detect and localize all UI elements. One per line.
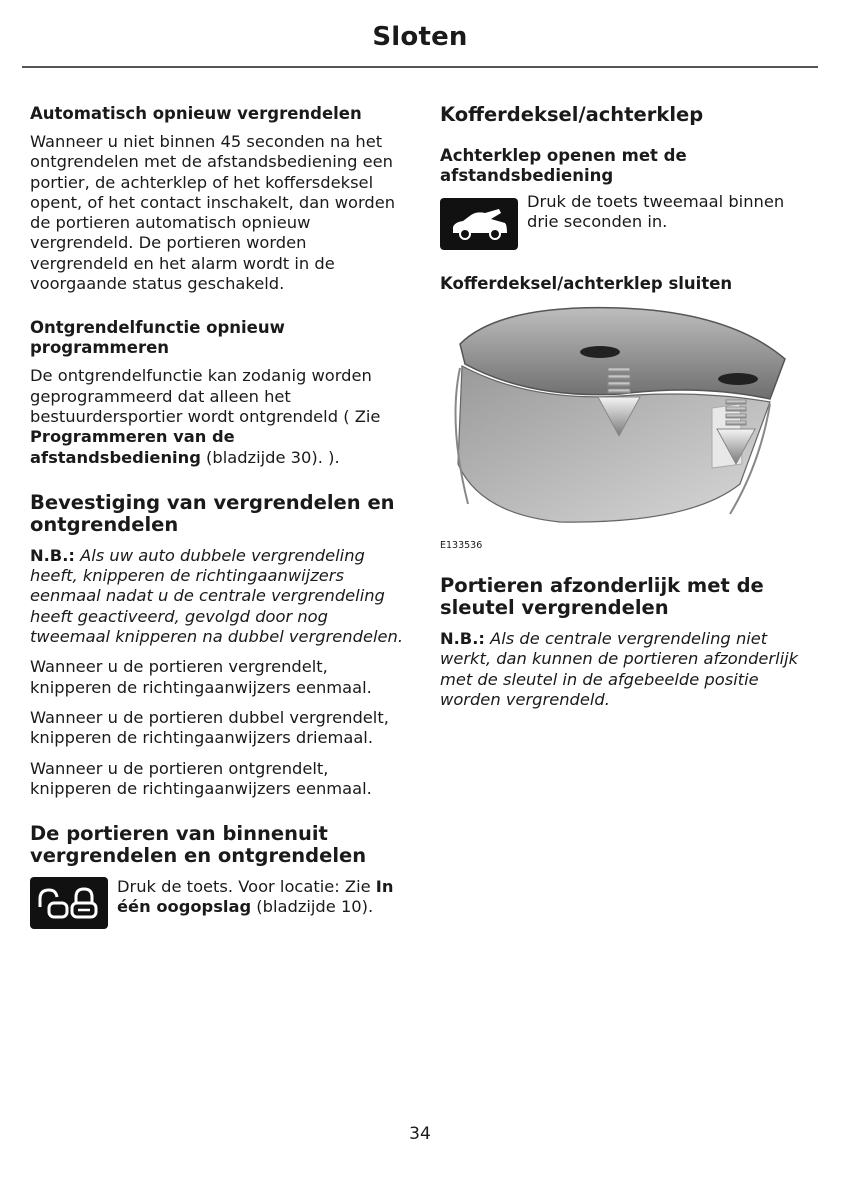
programming-link[interactable]: Programmeren van de afstandsbediening [30, 427, 235, 467]
confirmation-lock-text: Wanneer u de portieren vergrendelt, knipperen de richtingaanwijzers eenmaal. [30, 657, 372, 697]
confirmation-note [30, 546, 408, 647]
reprogram-heading: Ontgrendelfunctie opnieuw programmeren [30, 318, 285, 358]
trunk-close-heading: Kofferdeksel/achterklep sluiten [440, 274, 733, 293]
note-text: Als uw auto dubbele vergrendeling heeft, knipperen de richtingaanwijzers eenmaal nadat u de centrale vergrendeling heeft geactiveerd, gevolgd door nog tweemaal knipperen na dubbel vergrendelen. [30, 545, 404, 647]
trunk-heading: Kofferdeksel/achterklep [440, 103, 704, 126]
car-trunk-open-icon [440, 198, 518, 250]
inside-lock-text-pre: Druk de toets. Voor locatie: Zie [117, 877, 376, 897]
left-column [30, 104, 408, 929]
auto-relock-heading: Automatisch opnieuw vergrendelen [30, 104, 362, 123]
reprogram-body [30, 366, 408, 467]
reprogram-body-text: De ontgrendelfunctie kan zodanig worden geprogrammeerd dat alleen het bestuurdersportier wordt ontgrendeld ( Zie [30, 366, 381, 426]
key-lock-heading: Portieren afzonderlijk met de sleutel vergrendelen [440, 574, 764, 619]
page-title: Sloten [372, 22, 468, 52]
inside-lock-instruction [30, 877, 408, 929]
inside-lock-text [117, 877, 408, 918]
confirmation-heading: Bevestiging van vergrendelen en ontgrendelen [30, 490, 395, 536]
inside-lock-heading: De portieren van binnenuit vergrendelen en ontgrendelen [30, 822, 367, 868]
page-number: 34 [409, 1124, 431, 1144]
auto-relock-body: Wanneer u niet binnen 45 seconden na het ontgrendelen met de afstandsbediening een portier, de achterklep of het koffersdeksel opent, of het contact inschakelt, dan worden de portieren automatisch opnieuw vergrendeld. De portieren worden vergrendeld en het alarm wordt in de voorgaande status geschakeld. [30, 132, 396, 294]
note-text: Als de centrale vergrendeling niet werkt, dan kunnen de portieren afzonderlijk met de sleutel in de afgebeelde positie worden vergrendeld. [440, 629, 799, 709]
reprogram-page-ref: (bladzijde 30). ). [200, 447, 340, 467]
tailgate-illustration [440, 304, 800, 534]
confirmation-double-lock-text: Wanneer u de portieren dubbel vergrendelt, knipperen de richtingaanwijzers driemaal. [30, 707, 389, 748]
trunk-open-heading: Achterklep openen met de afstandsbediening [440, 146, 687, 185]
note-label: N.B.: [440, 629, 485, 648]
overview-link[interactable]: In één oogopslag [117, 877, 394, 917]
confirmation-unlock-text: Wanneer u de portieren ontgrendelt, knipperen de richtingaanwijzers eenmaal. [30, 758, 372, 798]
inside-lock-page-ref: (bladzijde 10). [251, 897, 374, 917]
key-lock-note [440, 629, 820, 710]
header-divider [22, 66, 818, 68]
right-column [440, 104, 820, 710]
door-lock-unlock-icon [30, 877, 108, 929]
trunk-open-instruction [440, 194, 820, 250]
note-label: N.B.: [30, 545, 75, 565]
figure-id: E133536 [440, 540, 483, 551]
trunk-open-text: Druk de toets tweemaal binnen drie seconden in. [527, 192, 785, 232]
